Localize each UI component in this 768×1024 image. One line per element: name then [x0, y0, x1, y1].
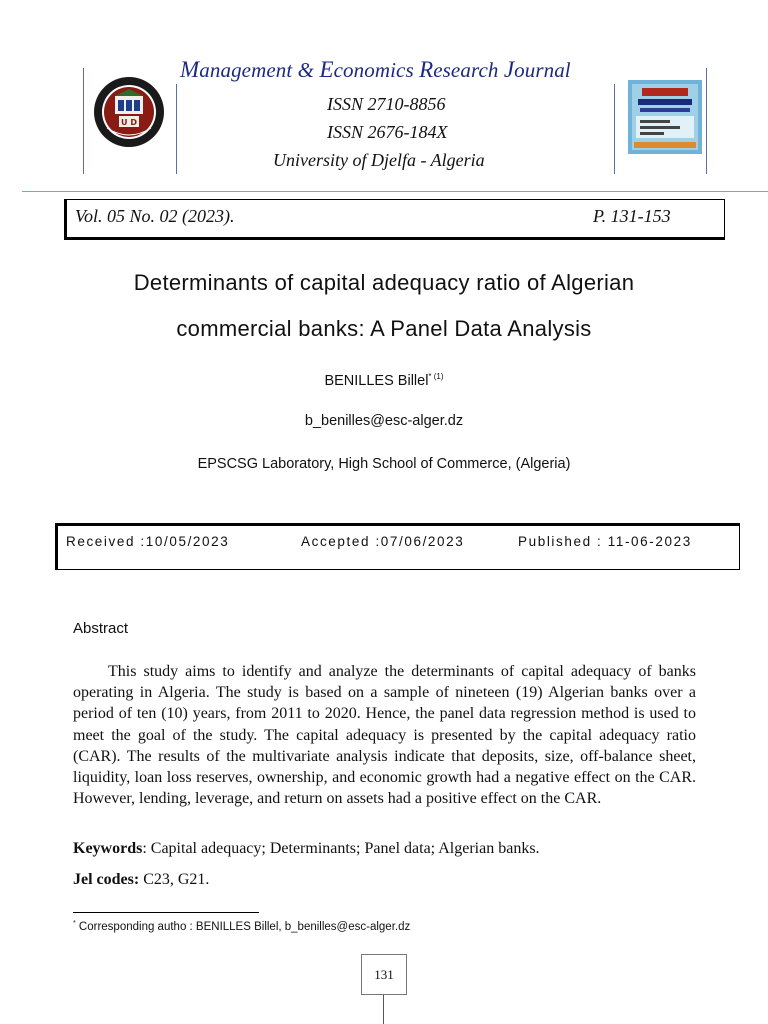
- abstract-heading: Abstract: [73, 620, 129, 637]
- keywords-value: : Capital adequacy; Determinants; Panel data; Algerian banks.: [142, 840, 540, 857]
- header-right-rule: [706, 68, 707, 174]
- author-affiliation: EPSCSG Laboratory, High School of Commerce, (Algeria): [197, 456, 571, 472]
- article-title-line-2: commercial banks: A Panel Data Analysis: [176, 316, 592, 341]
- keywords-label: Keywords: [73, 840, 143, 857]
- header-divider: [22, 191, 768, 192]
- author-email[interactable]: b_benilles@esc-alger.dz: [304, 413, 464, 429]
- received-date: Received :10/05/2023: [66, 534, 230, 549]
- footnote-mark: *: [73, 920, 76, 927]
- university-name: University of Djelfa - Algeria: [273, 150, 485, 170]
- author-name: BENILLES Billel: [324, 372, 429, 389]
- abstract-body: This study aims to identify and analyze the determinants of capital adequacy of banks operating in Algeria. The study is based on a sample of nineteen (19) Algerian banks over a period of ten (10) years, from 2011 to 2020. Hence, the panel data regression method is used to meet the goal of the study. The capital adequacy is presented by the capital adequacy ratio (CAR). The results of the multivariate analysis indicate that deposits, size, off-balance sheet, liquidity, loan loss reserves, ownership, and economic growth had a negative effect on the CAR. However, lending, leverage, and return on assets had a positive effect on the CAR.: [73, 663, 696, 808]
- accepted-date: Accepted :07/06/2023: [301, 534, 465, 549]
- jel-value: C23, G21.: [139, 871, 210, 888]
- university-seal-icon: [93, 76, 165, 148]
- header-left-rule: [83, 68, 84, 174]
- jel-label: Jel codes:: [73, 871, 140, 888]
- header-inner-right-rule: [614, 84, 615, 174]
- article-title-line-1: Determinants of capital adequacy ratio of Algerian: [133, 270, 635, 295]
- footnote-rule: [73, 912, 259, 913]
- author-marks: * (1): [428, 372, 444, 381]
- published-date: Published : 11-06-2023: [518, 534, 692, 549]
- svg-text:U D: U D: [121, 118, 137, 127]
- issn-print: ISSN 2710-8856: [327, 94, 446, 114]
- author-line: [0, 372, 768, 389]
- header-inner-left-rule: [176, 84, 177, 174]
- footnote-text: Corresponding autho : BENILLES Billel, b_benilles@esc-alger.dz: [75, 920, 411, 933]
- page-number: 131: [361, 954, 407, 995]
- page-number-tail: [383, 995, 384, 1024]
- issn-online: ISSN 2676-184X: [327, 122, 448, 142]
- footnote: [73, 920, 410, 933]
- page-range: P. 131-153: [593, 206, 671, 226]
- journal-cover-icon: [628, 80, 702, 154]
- journal-title: Management & Economics Research Journal: [180, 57, 571, 82]
- keywords: [73, 840, 540, 858]
- jel-codes: [73, 871, 209, 889]
- volume-label: Vol. 05 No. 02 (2023).: [75, 206, 235, 226]
